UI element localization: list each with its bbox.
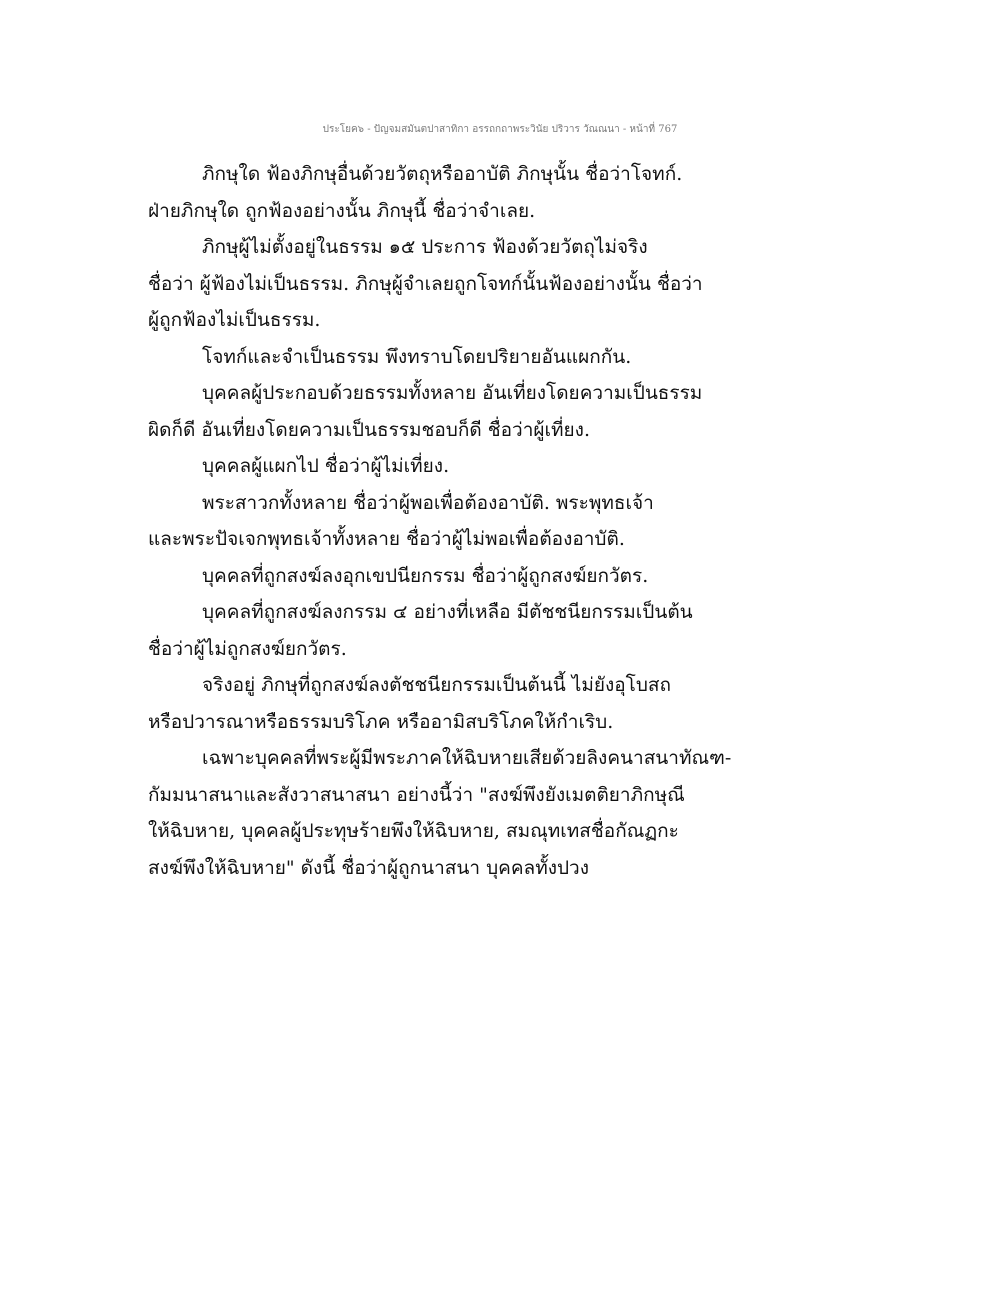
body-text [148,156,748,886]
text-line: บุคคลผู้ประกอบด้วยธรรมทั้งหลาย อันเที่ยงโดยความเป็นธรรม [202,382,703,404]
text-line: สงฆ์พึงให้ฉิบหาย" ดังนี้ ชื่อว่าผู้ถูกนาสนา บุคคลทั้งปวง [148,856,589,879]
text-line: เฉพาะบุคคลที่พระผู้มีพระภาคให้ฉิบหายเสียด้วยลิงคนาสนาทัณฑ- [202,747,732,769]
text-line: บุคคลที่ถูกสงฆ์ลงกรรม ๔ อย่างที่เหลือ มีตัชชนียกรรมเป็นต้น [202,601,693,623]
text-line: ให้ฉิบหาย, บุคคลผู้ประทุษร้ายพึงให้ฉิบหาย, สมณุทเทสชื่อกัณฏกะ [148,820,679,842]
text-line: จริงอยู่ ภิกษุที่ถูกสงฆ์ลงตัชชนียกรรมเป็นต้นนี้ ไม่ยังอุโบสถ [202,674,672,696]
text-line: ผิดก็ดี อันเที่ยงโดยความเป็นธรรมชอบก็ดี ชื่อว่าผู้เที่ยง. [148,418,591,441]
running-header: ประโยค๖ - ปัญจมสมันตปาสาทิกา อรรถกถาพระวินัย ปริวาร วัณณนา - หน้าที่ 767 [322,124,678,135]
text-line: ชื่อว่าผู้ไม่ถูกสงฆ์ยกวัตร. [148,637,347,660]
text-line: ผู้ถูกฟ้องไม่เป็นธรรม. [148,309,321,331]
text-line: หรือปวารณาหรือธรรมบริโภค หรืออามิสบริโภคให้กำเริบ. [148,710,614,733]
text-line: โจทก์และจำเป็นธรรม พึงทราบโดยปริยายอันแผกกัน. [202,345,632,368]
text-line: บุคคลผู้แผกไป ชื่อว่าผู้ไม่เที่ยง. [202,455,450,477]
text-line: ชื่อว่า ผู้ฟ้องไม่เป็นธรรม. ภิกษุผู้จำเลยถูกโจทก์นั้นฟ้องอย่างนั้น ชื่อว่า [148,272,703,295]
text-line: ฝ่ายภิกษุใด ถูกฟ้องอย่างนั้น ภิกษุนี้ ชื่อว่าจำเลย. [148,199,536,222]
text-line: บุคคลที่ถูกสงฆ์ลงอุกเขปนียกรรม ชื่อว่าผู้ถูกสงฆ์ยกวัตร. [202,564,649,587]
text-line: ภิกษุผู้ไม่ตั้งอยู่ในธรรม ๑๕ ประการ ฟ้องด้วยวัตถุไม่จริง [202,236,648,258]
text-line: กัมมนาสนาและสังวาสนาสนา อย่างนี้ว่า "สงฆ์พึงยังเมตติยาภิกษุณี [148,783,685,806]
text-line: ภิกษุใด ฟ้องภิกษุอื่นด้วยวัตถุหรืออาบัติ ภิกษุนั้น ชื่อว่าโจทก์. [202,163,683,185]
text-line: และพระปัจเจกพุทธเจ้าทั้งหลาย ชื่อว่าผู้ไม่พอเพื่อต้องอาบัติ. [148,528,625,550]
text-line: พระสาวกทั้งหลาย ชื่อว่าผู้พอเพื่อต้องอาบัติ. พระพุทธเจ้า [202,491,654,514]
